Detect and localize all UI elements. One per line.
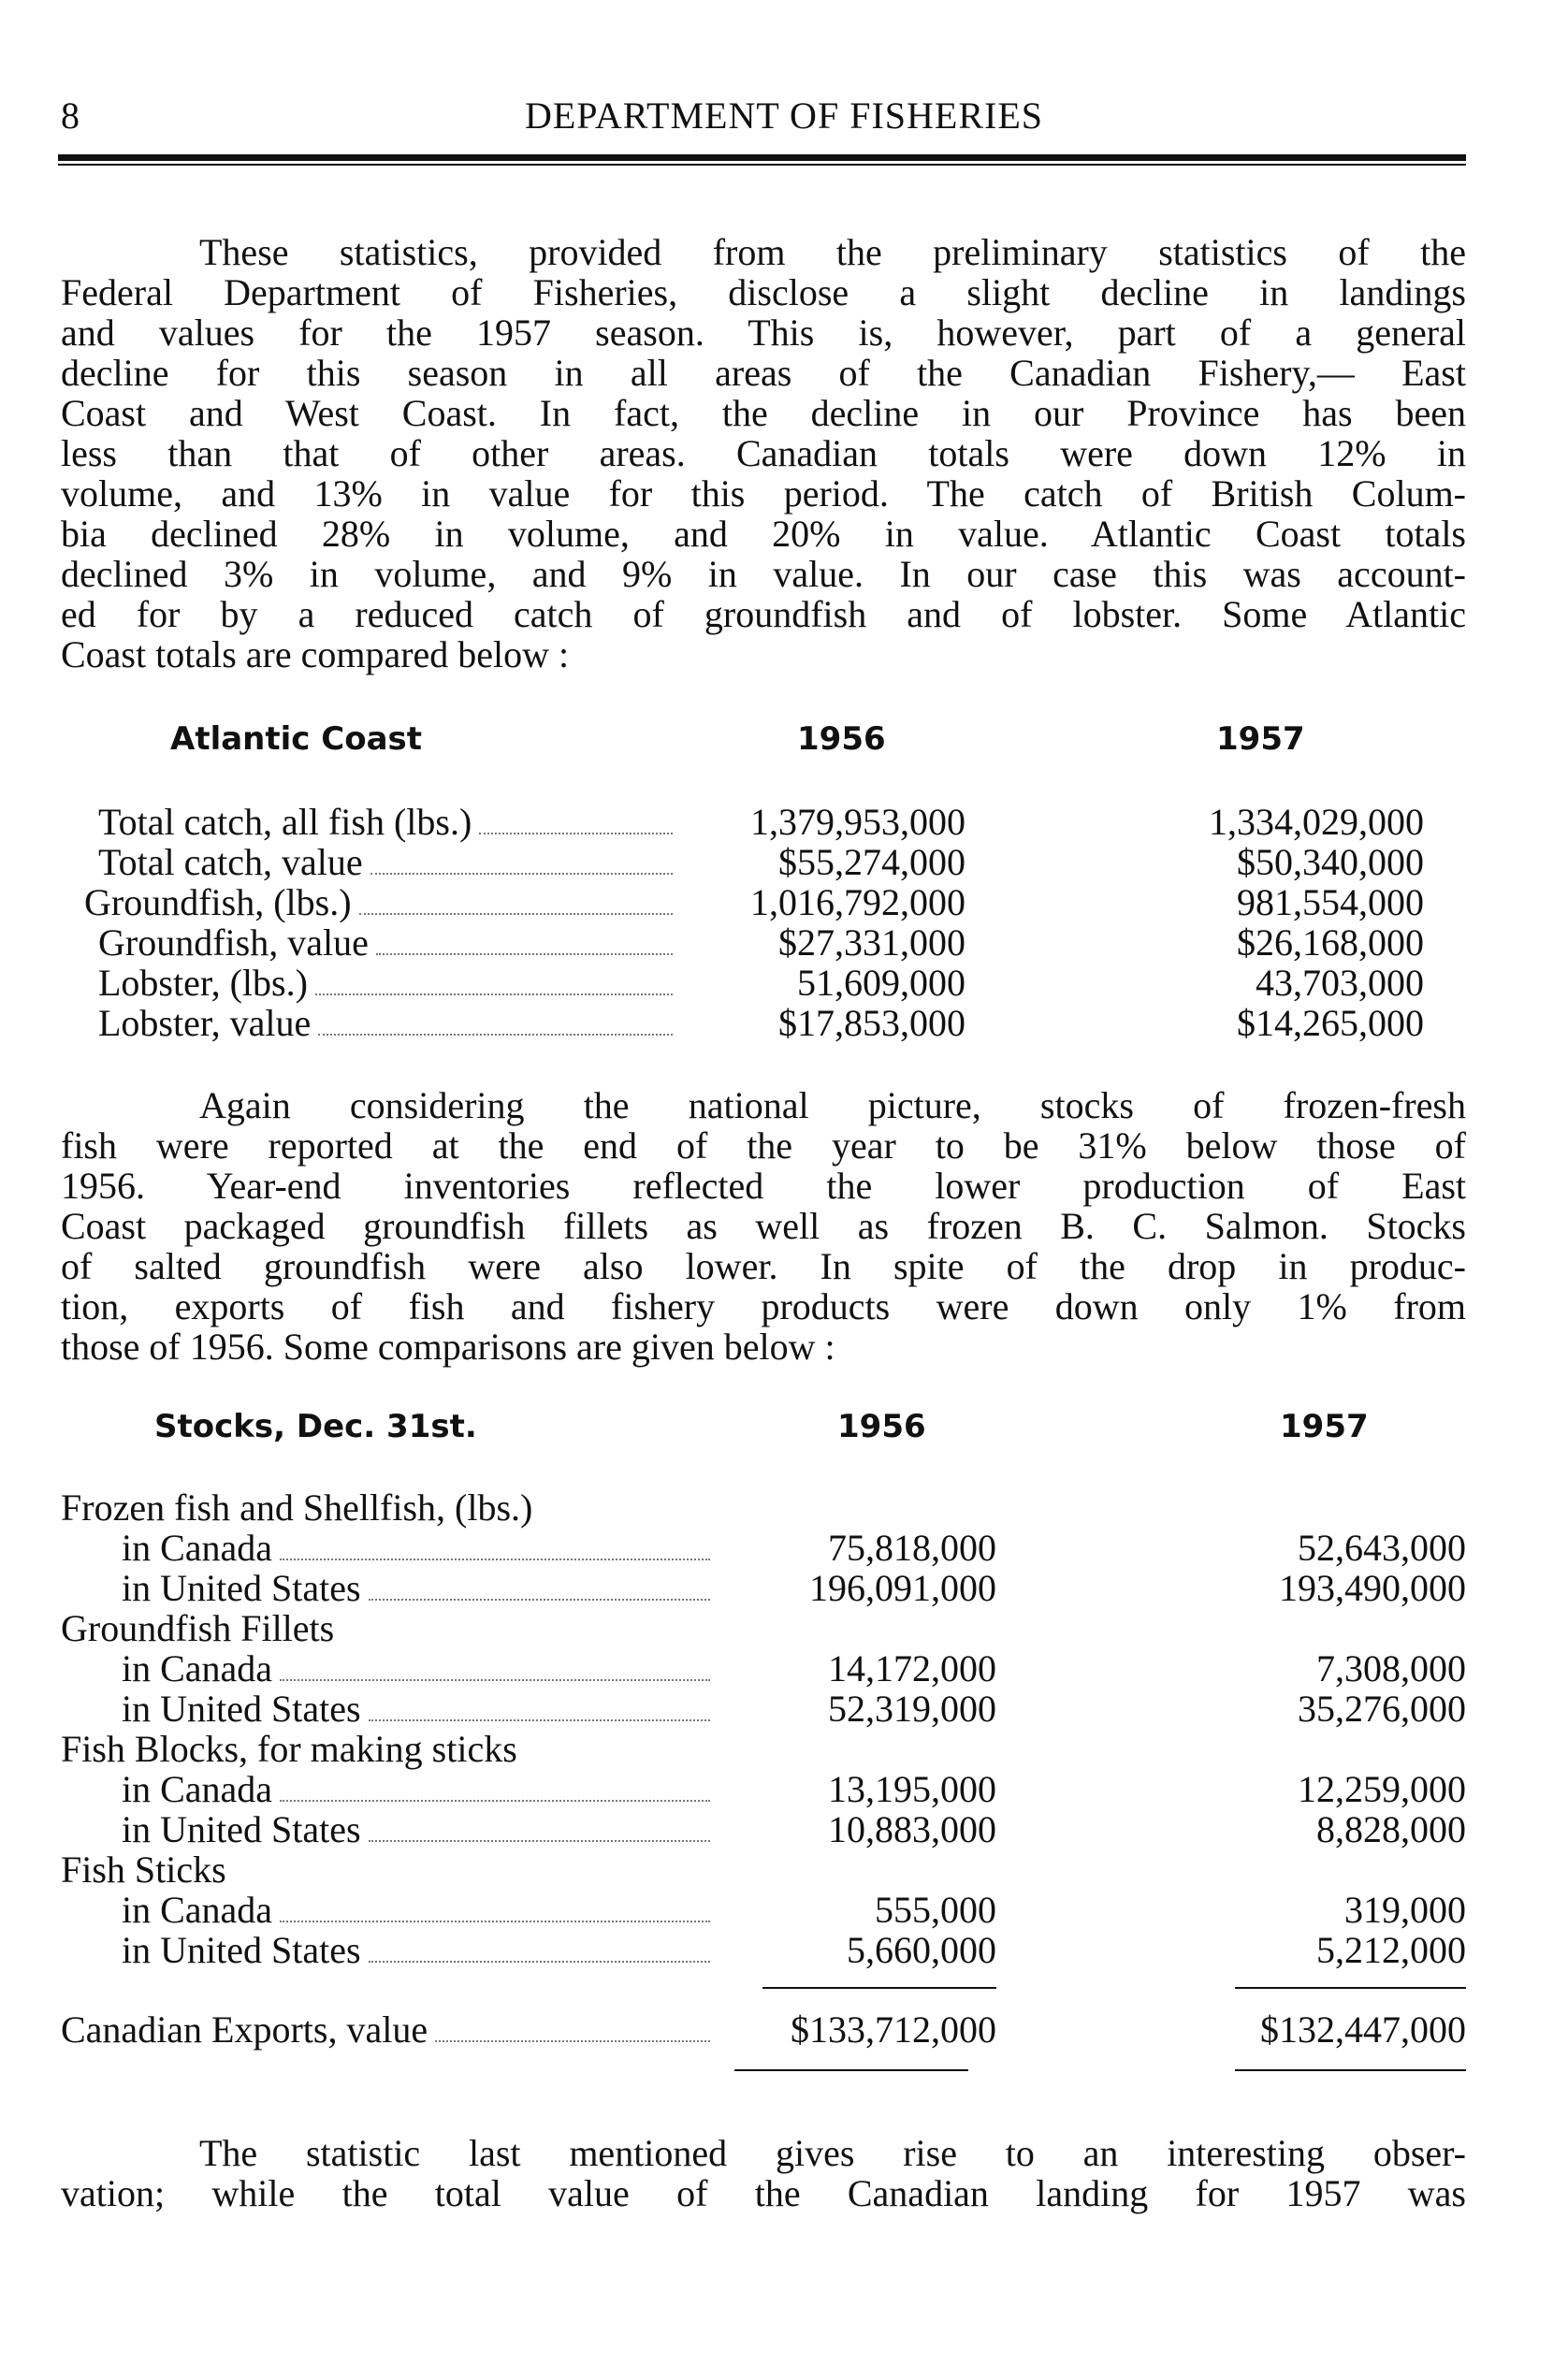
paragraph-line: The statistic last mentioned gives rise to an interesting obser- — [199, 2132, 1466, 2174]
value-1957: $26,168,000 — [1237, 921, 1424, 964]
table-row — [0, 1566, 1568, 1609]
table2-heading: Stocks, Dec. 31st. — [154, 1408, 477, 1445]
dot-leader — [370, 873, 673, 875]
paragraph-line: bia declined 28% in volume, and 20% in value. Atlantic Coast totals — [61, 513, 1466, 555]
row-label: Canadian Exports, value — [61, 2008, 428, 2051]
dot-leader — [318, 1034, 673, 1036]
value-1957: 43,703,000 — [1256, 962, 1424, 1004]
table-row — [0, 961, 1568, 1004]
table-row — [0, 1687, 1568, 1730]
dot-leader — [369, 1719, 710, 1721]
paragraph-intro — [61, 232, 1466, 674]
value-1957: 319,000 — [1344, 1889, 1466, 1931]
value-1956: 52,319,000 — [828, 1688, 996, 1730]
table2-col-1957: 1957 — [1280, 1408, 1369, 1445]
dot-leader — [376, 953, 673, 955]
row-label: Total catch, value — [98, 841, 363, 883]
row-label: Lobster, (lbs.) — [98, 962, 308, 1004]
table-row-exports — [0, 2008, 1568, 2051]
value-1956: 13,195,000 — [828, 1768, 996, 1810]
paragraph-line: These statistics, provided from the preliminary statistics of the — [199, 231, 1466, 273]
paragraph-line: and values for the 1957 season. This is, however, part of a general — [61, 312, 1466, 354]
value-1957: 52,643,000 — [1298, 1527, 1466, 1569]
row-label: Groundfish, value — [98, 921, 369, 964]
value-1957: $132,447,000 — [1260, 2008, 1466, 2051]
row-label: in United States — [122, 1688, 361, 1730]
paragraph-line: fish were reported at the end of the year to be 31% below those of — [61, 1124, 1466, 1167]
paragraph-line: Federal Department of Fisheries, disclose a slight decline in landings — [61, 271, 1466, 313]
dot-leader — [369, 1840, 710, 1842]
total-rule — [734, 2069, 968, 2071]
table-row — [0, 840, 1568, 883]
value-1956: 196,091,000 — [809, 1567, 996, 1609]
paragraph-line: Coast totals are compared below : — [61, 633, 570, 675]
table-row — [0, 800, 1568, 843]
group-title-row — [0, 1727, 1568, 1770]
value-1956: 555,000 — [875, 1889, 996, 1931]
paragraph-line: less than that of other areas. Canadian totals were down 12% in — [61, 432, 1466, 474]
value-1957: 981,554,000 — [1237, 881, 1424, 923]
paragraph-line: declined 3% in volume, and 9% in value. In our case this was account- — [61, 553, 1466, 595]
paragraph-line: ed for by a reduced catch of groundfish and of lobster. Some Atlantic — [61, 593, 1466, 635]
value-1956: 10,883,000 — [828, 1808, 996, 1850]
dot-leader — [280, 1921, 710, 1922]
table-row — [0, 1526, 1568, 1569]
group-title: Groundfish Fillets — [61, 1607, 335, 1649]
table-row — [0, 1928, 1568, 1971]
page-number: 8 — [61, 94, 80, 137]
dot-leader — [280, 1800, 710, 1802]
value-1956: 1,379,953,000 — [750, 801, 965, 843]
total-rule — [1235, 2069, 1466, 2071]
dot-leader — [359, 913, 673, 915]
table1-col-1957: 1957 — [1216, 720, 1305, 758]
row-label: in United States — [122, 1567, 361, 1609]
table-row — [0, 921, 1568, 964]
paragraph-observation — [61, 2133, 1466, 2213]
value-1957: 7,308,000 — [1316, 1647, 1466, 1689]
group-title-row — [0, 1848, 1568, 1891]
running-header: DEPARTMENT OF FISHERIES — [524, 94, 1044, 137]
paragraph-stocks — [61, 1085, 1466, 1367]
dot-leader — [280, 1679, 710, 1681]
value-1956: $17,853,000 — [778, 1002, 965, 1044]
paragraph-line: volume, and 13% in value for this period. The catch of British Colum- — [61, 472, 1466, 515]
value-1957: $14,265,000 — [1237, 1002, 1424, 1044]
row-label: in Canada — [122, 1889, 273, 1931]
value-1957: 8,828,000 — [1316, 1808, 1466, 1850]
paragraph-line: of salted groundfish were also lower. In spite of the drop in produc- — [61, 1245, 1466, 1287]
paragraph-line: tion, exports of fish and fishery products were down only 1% from — [61, 1285, 1466, 1327]
row-label: Total catch, all fish (lbs.) — [98, 801, 472, 843]
row-label: Lobster, value — [98, 1002, 312, 1044]
table-row — [0, 1001, 1568, 1044]
total-rule — [1235, 1987, 1466, 1989]
value-1957: 193,490,000 — [1279, 1567, 1466, 1609]
table-row — [0, 1888, 1568, 1931]
value-1956: $27,331,000 — [778, 921, 965, 964]
row-label: in United States — [122, 1808, 361, 1850]
header-rule-thin — [58, 164, 1466, 166]
row-label: in United States — [122, 1929, 361, 1971]
table-row — [0, 1767, 1568, 1810]
dot-leader — [315, 993, 673, 995]
value-1957: 1,334,029,000 — [1209, 801, 1424, 843]
group-title-row — [0, 1486, 1568, 1529]
paragraph-line: vation; while the total value of the Canadian landing for 1957 was — [61, 2172, 1466, 2214]
dot-leader — [280, 1559, 710, 1560]
paragraph-line: decline for this season in all areas of the Canadian Fishery,— East — [61, 352, 1466, 394]
table2-col-1956: 1956 — [837, 1408, 926, 1445]
value-1956: $133,712,000 — [791, 2008, 996, 2051]
value-1957: $50,340,000 — [1237, 841, 1424, 883]
paragraph-line: Again considering the national picture, stocks of frozen-fresh — [199, 1084, 1466, 1126]
paragraph-line: Coast packaged groundfish fillets as well as frozen B. C. Salmon. Stocks — [61, 1205, 1466, 1247]
row-label: Groundfish, (lbs.) — [84, 881, 352, 923]
paragraph-line: 1956. Year-end inventories reflected the lower production of East — [61, 1165, 1466, 1207]
table-row — [0, 1646, 1568, 1687]
row-label: in Canada — [122, 1527, 273, 1569]
dot-leader — [435, 2040, 710, 2042]
header-rule — [58, 154, 1466, 161]
value-1956: $55,274,000 — [778, 841, 965, 883]
value-1957: 12,259,000 — [1298, 1768, 1466, 1810]
row-label: in Canada — [122, 1647, 273, 1689]
value-1956: 51,609,000 — [797, 962, 965, 1004]
value-1956: 5,660,000 — [847, 1929, 996, 1971]
dot-leader — [369, 1961, 710, 1963]
group-title: Fish Blocks, for making sticks — [61, 1728, 517, 1770]
paragraph-line: Coast and West Coast. In fact, the decline in our Province has been — [61, 392, 1466, 434]
value-1957: 5,212,000 — [1316, 1929, 1466, 1971]
table1-heading: Atlantic Coast — [170, 720, 423, 758]
table1-col-1956: 1956 — [797, 720, 886, 758]
group-title-row — [0, 1606, 1568, 1649]
dot-leader — [479, 833, 673, 834]
value-1956: 14,172,000 — [828, 1647, 996, 1689]
total-rule — [762, 1987, 996, 1989]
value-1956: 1,016,792,000 — [750, 881, 965, 923]
row-label: in Canada — [122, 1768, 273, 1810]
group-title: Fish Sticks — [61, 1849, 226, 1891]
paragraph-line: those of 1956. Some comparisons are given below : — [61, 1326, 835, 1368]
dot-leader — [369, 1599, 710, 1601]
value-1957: 35,276,000 — [1298, 1688, 1466, 1730]
table-row — [0, 1807, 1568, 1848]
table-row — [0, 880, 1568, 921]
value-1956: 75,818,000 — [828, 1527, 996, 1569]
group-title: Frozen fish and Shellfish, (lbs.) — [61, 1486, 533, 1529]
